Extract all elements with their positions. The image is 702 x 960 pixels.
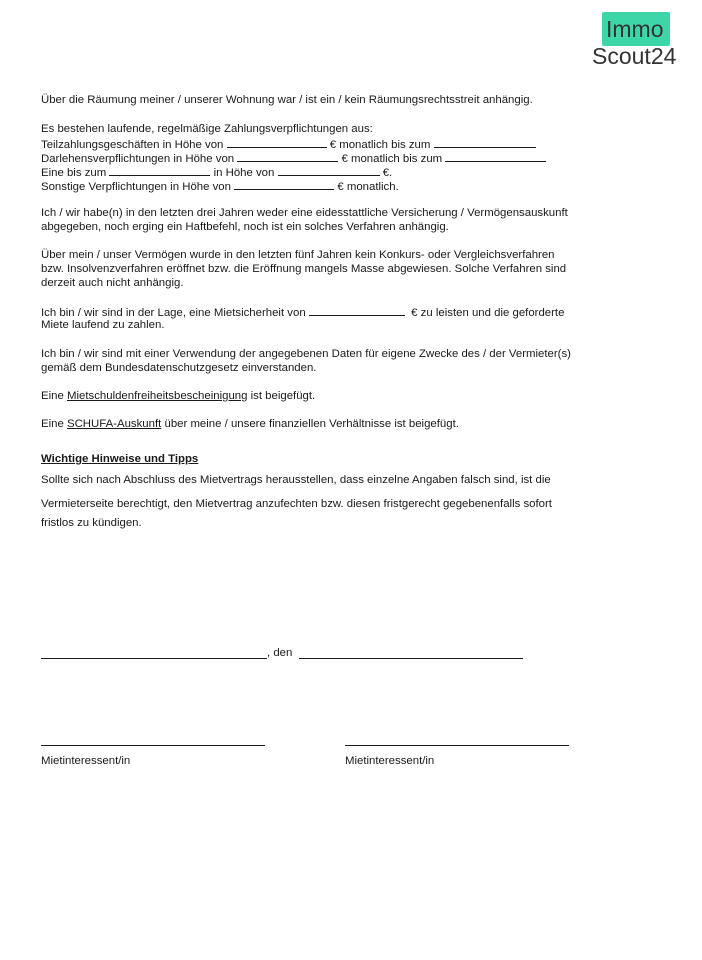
zahlung-eine-suffix: €. xyxy=(382,167,393,179)
paragraph-datenschutz-line1: Ich bin / wir sind mit einer Verwendung der angegebenen Daten für eigene Zwecke des / der Vermieter(s) xyxy=(41,348,571,360)
paragraph-konkurs-line2: bzw. Insolvenzverfahren eröffnet bzw. die Eröffnung mangels Masse abgewiesen. Solche Verfahren sind xyxy=(41,263,567,275)
hinweise-line3: fristlos zu kündigen. xyxy=(41,517,142,529)
hinweise-line1: Sollte sich nach Abschluss des Mietvertrags herausstellen, dass einzelne Angaben falsch sind, ist die xyxy=(41,474,551,486)
signature-line-left[interactable] xyxy=(41,745,265,746)
darlehen-date-field[interactable] xyxy=(445,150,546,162)
paragraph-schufa xyxy=(41,417,459,431)
mietsicherheit-label: Ich bin / wir sind in der Lage, eine Mietsicherheit von xyxy=(41,307,306,319)
zahlung-sonstige-row xyxy=(41,178,399,194)
zahlung-sonstige-suffix: € monatlich. xyxy=(337,181,399,193)
logo-immo-text: Immo xyxy=(606,16,664,42)
paragraph-datenschutz-line2: gemäß dem Bundesdatenschutzgesetz einverstanden. xyxy=(41,362,317,374)
schufa-post: über meine / unsere finanziellen Verhältnisse ist beigefügt. xyxy=(164,418,459,430)
paragraph-eid-line2: abgegeben, noch erging ein Haftbefehl, noch ist ein solches Verfahren anhängig. xyxy=(41,221,449,233)
datum-field[interactable] xyxy=(299,658,523,659)
zahlung-darlehen-suffix: € monatlich bis zum xyxy=(341,153,443,165)
eine-date-field[interactable] xyxy=(109,164,210,176)
den-label: , den xyxy=(267,647,293,659)
darlehen-amount-field[interactable] xyxy=(237,150,338,162)
teilzahlung-date-field[interactable] xyxy=(434,136,536,148)
zahlung-teilzahlung-suffix: € monatlich bis zum xyxy=(329,139,431,151)
hinweise-line2: Vermieterseite berechtigt, den Mietvertrag anzufechten bzw. diesen fristgerecht gegebenenfalls sofort xyxy=(41,498,552,510)
zahlung-eine-mid: in Höhe von xyxy=(213,167,275,179)
zahlung-darlehen-label: Darlehensverpflichtungen in Höhe von xyxy=(41,153,235,165)
msf-pre: Eine xyxy=(41,390,64,402)
mietsicherheit-amount-field[interactable] xyxy=(309,304,405,316)
zahlung-intro: Es bestehen laufende, regelmäßige Zahlungsverpflichtungen aus: xyxy=(41,123,373,135)
ort-field[interactable] xyxy=(41,658,267,659)
schufa-pre: Eine xyxy=(41,418,64,430)
signature-label-right: Mietinteressent/in xyxy=(345,755,435,767)
signature-line-right[interactable] xyxy=(345,745,569,746)
signature-label-left: Mietinteressent/in xyxy=(41,755,131,767)
zahlung-eine-label: Eine bis zum xyxy=(41,167,107,179)
eine-amount-field[interactable] xyxy=(278,164,380,176)
msf-post: ist beigefügt. xyxy=(250,390,316,402)
immoscout24-logo xyxy=(592,12,692,68)
logo-scout-text: Scout24 xyxy=(592,43,677,69)
paragraph-konkurs-line1: Über mein / unser Vermögen wurde in den letzten fünf Jahren kein Konkurs- oder Vergleichsverfahren xyxy=(41,249,555,261)
hinweise-heading: Wichtige Hinweise und Tipps xyxy=(41,453,199,465)
zahlung-teilzahlung-label: Teilzahlungsgeschäften in Höhe von xyxy=(41,139,224,151)
zahlung-sonstige-label: Sonstige Verpflichtungen in Höhe von xyxy=(41,181,231,193)
paragraph-raeumung: Über die Räumung meiner / unserer Wohnung war / ist ein / kein Räumungsrechtsstreit anhängig. xyxy=(41,94,533,106)
mietsicherheit-suffix: € zu leisten und die geforderte xyxy=(411,307,565,319)
teilzahlung-amount-field[interactable] xyxy=(227,136,327,148)
paragraph-eid-line1: Ich / wir habe(n) in den letzten drei Jahren weder eine eidesstattliche Versicherung / Vermögensauskunft xyxy=(41,207,568,219)
sonstige-amount-field[interactable] xyxy=(234,178,334,190)
paragraph-mietschuldenfreiheit xyxy=(41,389,315,403)
mietschuldenfreiheitsbescheinigung-link[interactable]: Mietschuldenfreiheitsbescheinigung xyxy=(66,390,248,402)
schufa-auskunft-link[interactable]: SCHUFA-Auskunft xyxy=(66,418,162,430)
paragraph-mietsicherheit-line2: Miete laufend zu zahlen. xyxy=(41,319,165,331)
paragraph-konkurs-line3: derzeit auch nicht anhängig. xyxy=(41,277,184,289)
